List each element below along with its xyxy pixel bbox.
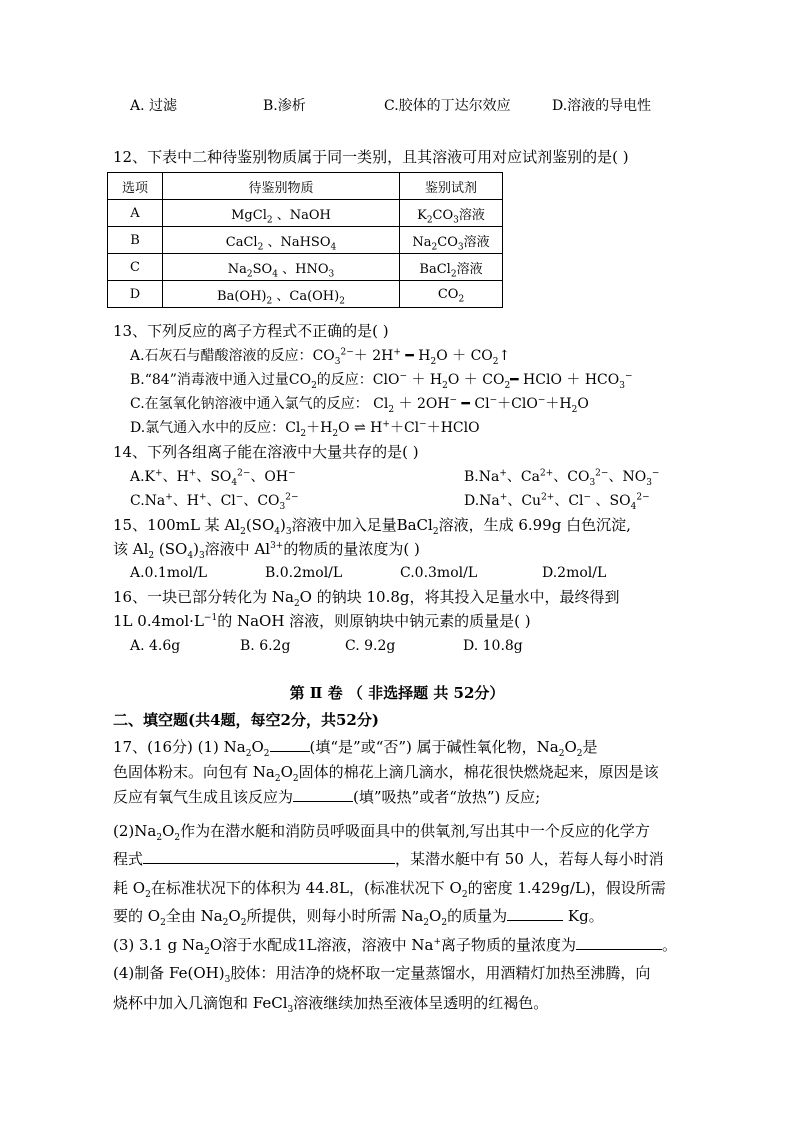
q11-option-a: A. 过滤 — [130, 98, 178, 114]
table-header: 选项 — [108, 173, 163, 200]
table-cell-substances: $Ba(OH)_2$ 、$Ca(OH)_2$ — [163, 281, 400, 308]
table-cell-substances: CaCl$_2$ 、NaHSO$_4$ — [163, 227, 400, 254]
q16-option-a: A. 4.6g — [130, 638, 181, 654]
table-cell-option: D — [108, 281, 163, 308]
answer-blank[interactable] — [143, 849, 395, 864]
answer-blank[interactable] — [270, 737, 310, 752]
table-header: 鉴别试剂 — [400, 173, 503, 200]
q15-option-d: D.2mol/L — [542, 565, 607, 581]
q17-line3: 反应有氧气生成且该反应为 (填”吸热”或者“放热”) 反应; — [113, 788, 541, 806]
q17-line2: 色固体粉末。向包有 $Na_2O_2$固体的棉花上滴几滴水，棉花很快燃烧起来，原因是该 — [113, 763, 659, 784]
q16-option-d: D. 10.8g — [463, 638, 523, 654]
answer-blank[interactable] — [576, 935, 662, 950]
answer-blank[interactable] — [293, 787, 353, 802]
q15-option-b: B.0.2mol/L — [265, 565, 343, 581]
q15-option-c: C.0.3mol/L — [400, 565, 478, 581]
q11-option-b: B.渗析 — [263, 98, 306, 114]
q17-line5: 程式 ，某潜水艇中有 50 人，若每人每小时消 — [113, 850, 664, 868]
table-cell-option: C — [108, 254, 163, 281]
q17-line4: $(2)Na_2O_2$作为在潜水艇和消防员呼吸面具中的供氧剂,写出其中一个反应的化学方 — [113, 822, 650, 843]
q17-line6: 耗 $O_2$在标准状况下的体积为 44.8L，(标准状况下 $O_2$的密度 1.429g/L)，假设所需 — [113, 879, 666, 900]
q13-option-b: B.“84”消毒液中通入过量$CO_2$的反应：$ClO^- + H_2O$ ＋ $CO_2━$ HClO ＋ $HCO_3^-$ — [130, 371, 633, 391]
table-cell-option: A — [108, 200, 163, 227]
table-row — [108, 227, 503, 254]
table-cell-substances: $Na_2SO_4$ 、$HNO_3$ — [163, 254, 400, 281]
table-row — [108, 254, 503, 281]
answer-blank[interactable] — [507, 906, 563, 921]
q12-stem: 12、下表中二种待鉴别物质属于同一类别，且其溶液可用对应试剂鉴别的是( ) — [113, 148, 629, 166]
q14-option-a: A.K+、H+、$SO_4^{2-}$、OH− — [130, 468, 296, 488]
q14-option-b: B.Na+、$Ca^{2+}$、$CO_3^{2-}$、$NO_3^-$ — [464, 468, 660, 488]
q11-option-d: D.溶液的导电性 — [552, 98, 652, 114]
table-row — [108, 200, 503, 227]
q16-stem-line1: 16、一块已部分转化为 $Na_2O$ 的钠块 10.8g，将其投入足量水中，最终得到 — [113, 588, 620, 609]
q11-option-c: C.胶体的丁达尔效应 — [384, 98, 511, 114]
table-row — [108, 281, 503, 308]
q16-stem-line2: 1L $0.4mol\cdot L^{-1}$的 NaOH 溶液，则原钠块中钠元素的质量是( ) — [113, 612, 531, 630]
q13-stem: 13、下列反应的离子方程式不正确的是( ) — [113, 322, 389, 340]
q17-line1: 17、(16分) (1) $Na_2O_2$ (填“是”或“否”) 属于碱性氧化物，$Na_2O_2$是 — [113, 738, 598, 759]
q16-option-b: B. 6.2g — [240, 638, 291, 654]
table-cell-option: B — [108, 227, 163, 254]
q17-line7: 要的 $O_2$全由 $Na_2O_2$所提供，则每小时所需 $Na_2O_2$的质量为 Kg。 — [113, 907, 604, 928]
q15-option-a: A.0.1mol/L — [130, 565, 208, 581]
q12-table — [107, 172, 503, 308]
q17-line10: 烧杯中加入几滴饱和 FeCl$_3$溶液继续加热至液体呈透明的红褐色。 — [113, 994, 549, 1015]
table-cell-reagent: $K_2CO_3$溶液 — [400, 200, 503, 227]
q17-line9: (4)制备 $Fe(OH)_3$胶体：用洁净的烧杯取一定量蒸馏水，用酒精灯加热至沸腾，向 — [113, 964, 651, 985]
q13-option-d: D.氯气通入水中的反应：$Cl_2+H_2O$ ⇌ H+＋Cl−＋HClO — [130, 419, 480, 439]
section2-title: 二、填空题(共4题，每空2分，共52分) — [113, 711, 379, 729]
q13-option-a: A.石灰石与醋酸溶液的反应：$CO_3^{2-}+ 2H^+$ ━ $H_2O$ ＋ $CO_2↑$ — [130, 347, 511, 367]
q14-stem: 14、下列各组离子能在溶液中大量共存的是( ) — [113, 443, 419, 461]
table-cell-substances: MgCl$_2$ 、NaOH — [163, 200, 400, 227]
q16-option-c: C. 9.2g — [345, 638, 396, 654]
table-header-row — [108, 173, 503, 200]
table-cell-reagent: $CO_2$ — [400, 281, 503, 308]
table-cell-reagent: $Na_2CO_3$溶液 — [400, 227, 503, 254]
q17-line8: (3) 3.1 g $Na_2O$溶于水配成1L溶液，溶液中 Na+离子物质的量浓度为 。 — [113, 936, 678, 957]
q13-option-c: C.在氢氧化钠溶液中通入氯气的反应： $Cl_2 + 2OH^-$ ━ $Cl^-+ClO^-+H_2O$ — [130, 395, 589, 415]
q14-option-c: C.Na+、H+、Cl−、$CO_3^{2-}$ — [130, 492, 299, 512]
q15-stem-line2: 该 $Al_2$ $(SO_4)_3$溶液中 $Al^{3+}$的物质的量浓度为( ) — [113, 540, 420, 561]
q15-stem-line1: 15、100mL 某 $Al_2(SO_4)_3$溶液中加入足量BaCl$_2$溶液，生成 6.99g 白色沉淀, — [113, 516, 631, 537]
table-cell-reagent: BaCl$_2$溶液 — [400, 254, 503, 281]
q14-option-d: D.Na+、$Cu^{2+}$、Cl− 、$SO_4^{2-}$ — [464, 492, 650, 512]
table-header: 待鉴别物质 — [163, 173, 400, 200]
part2-title: 第 Ⅱ 卷 （ 非选择题 共 52分） — [289, 684, 505, 702]
